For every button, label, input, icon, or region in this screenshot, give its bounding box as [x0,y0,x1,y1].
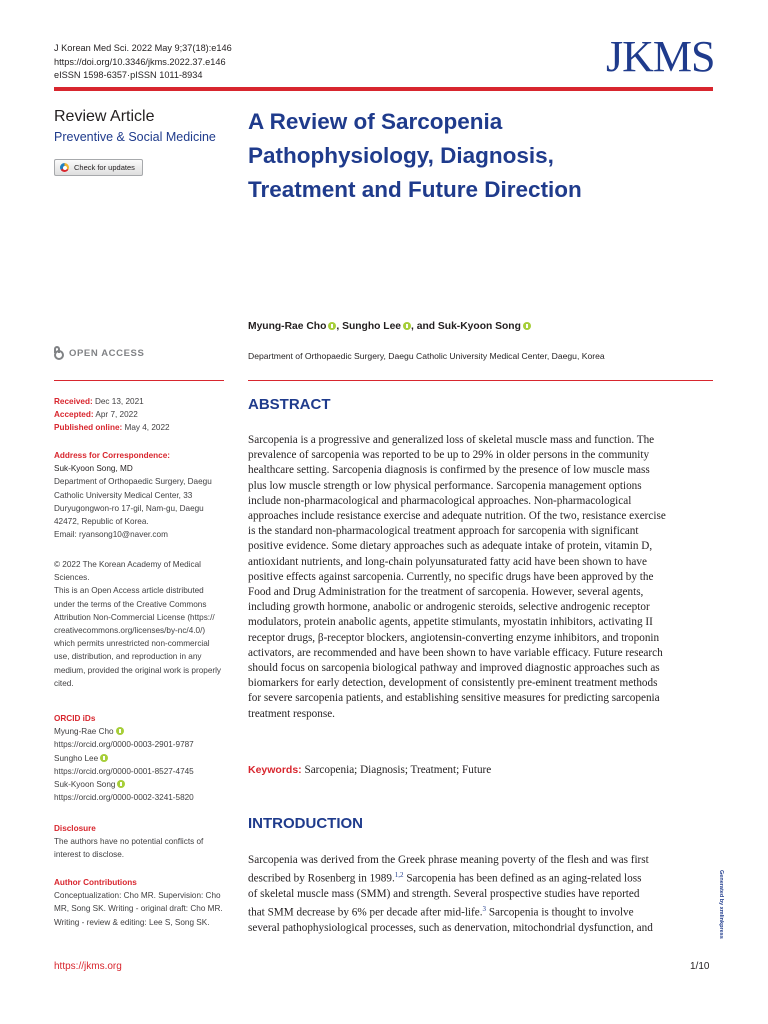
orcid-link[interactable]: https://orcid.org/0000-0001-8527-4745 [54,766,194,776]
contributions-line: Writing - review & editing: Lee S, Song SK. [54,917,210,927]
correspondence-block [54,449,230,541]
logo-text: JKMS [606,32,715,81]
copyright-line: use, distribution, and reproduction in any [54,652,202,662]
date-accepted: Accepted: Apr 7, 2022 [54,410,138,420]
correspondence-heading: Address for Correspondence: [54,451,171,460]
header-rule [54,87,713,91]
abstract-line: should focus on sarcopenia biological pathway and improved diagnostic approaches such as [248,662,660,675]
correspondence-name: Suk-Kyoon Song, MD [54,464,133,474]
open-lock-icon [54,346,64,360]
abstract-line: is the standard non-pharmacological treatment approach for sarcopenia with significant [248,525,639,538]
intro-line: of skeletal muscle mass (SMM) and strength. Several prospective studies have reported [248,888,640,901]
copyright-line: cited. [54,678,74,688]
intro-line: described by Rosenberg in 1989.$^{1,2}$ Sarcopenia has been defined as an aging-related loss [248,871,642,885]
citation-line: J Korean Med Sci. 2022 May 9;37(18):e146 [54,43,232,53]
intro-line: Sarcopenia was derived from the Greek phrase meaning poverty of the flesh and was first [248,854,649,866]
abstract-heading: ABSTRACT [248,396,331,413]
abstract-line: for severe sarcopenia patients, and establishing sensitive measures for predicting sarcopenia [248,692,660,705]
affiliation: Department of Orthopaedic Surgery, Daegu Catholic University Medical Center, Daegu, Korea [248,351,605,361]
orcid-icon [116,727,124,735]
page-number: 1/10 [690,961,710,972]
abstract-line: including growth hormone, anabolic or androgenic steroids, selective androgenic receptor [248,601,650,614]
author-name[interactable]: Sungho Lee [342,321,402,332]
copyright-line: Sciences. [54,573,90,583]
keywords-line [248,764,491,776]
citation-block [54,42,232,83]
author-separator: , and [411,321,438,332]
abstract-line: positive effects against sarcopenia. Currently, no specific drugs have been approved by the [248,570,654,583]
title-line: A Review of Sarcopenia [248,109,503,134]
abstract-line: Food and Drug Administration for the treatment of sarcopenia. However, several agents, [248,586,644,599]
keywords-list: Sarcopenia; Diagnosis; Treatment; Future [304,764,492,776]
reference-link[interactable]: 3 [482,905,487,914]
author-name[interactable]: Suk-Kyoon Song [437,321,521,332]
contributions-line: MR, Song SK. Writing - original draft: Cho MR. [54,904,223,914]
address-line: 42472, Republic of Korea. [54,517,149,527]
crossmark-icon [60,163,69,172]
abstract-line: prevalence of sarcopenia was reported to be up to 29% in older persons in the community [248,449,650,462]
journal-logo[interactable] [606,33,715,81]
doi-link[interactable]: https://doi.org/10.3346/jkms.2022.37.e146 [54,56,226,67]
intro-line: that SMM decrease by 6% per decade after mid-life.$^3$ Sarcopenia is thought to involve [248,905,634,920]
copyright-line: Attribution Non-Commercial License (https:// [54,612,215,622]
abstract-line: activators, are recommended and have been shown to have variable efficacy. Future research [248,646,663,659]
orcid-author-name: Sungho Lee [54,753,99,763]
abstract-line: modulators, protein anabolic agents, appetite stimulants, myostatin inhibitors, activating II [248,616,653,629]
abstract-body [248,433,714,722]
address-line: Duryugongwon-ro 17-gil, Nam-gu, Daegu [54,503,204,513]
copyright-line: medium, provided the original work is properly [54,665,222,675]
copyright-line: which permits unrestricted non-commercial [54,639,210,649]
abstract-line: antioxidant nutrients, and long-chain polyunsaturated fatty acid have been shown to have [248,555,647,568]
license-link[interactable]: creativecommons.org/licenses/by-nc/4.0/) [54,626,206,636]
author-name[interactable]: Myung-Rae Cho [248,321,327,332]
abstract-line: positive evidence. Some dietary approaches such as adequate intake of protein, vitamin D, [248,540,653,553]
orcid-link[interactable]: https://orcid.org/0000-0003-2901-9787 [54,740,194,750]
abstract-line: approaches include resistance exercise and adequate nutrition. Of the two, resistance exercise [248,510,666,523]
copyright-block [54,558,230,690]
copyright-line: under the terms of the Creative Commons [54,599,207,609]
orcid-icon [117,780,125,788]
title-line: Pathophysiology, Diagnosis, [248,143,554,168]
article-type: Review Article [54,108,155,125]
open-access-label [54,346,144,360]
abstract-line: healthcare setting. Sarcopenia diagnosis is confirmed by the presence of low muscle mass [248,464,650,477]
keywords-label: Keywords: [248,764,302,776]
introduction-heading: INTRODUCTION [248,815,363,832]
check-for-updates-button[interactable] [54,159,143,176]
orcid-heading: ORCID iDs [54,714,96,723]
disclosure-heading: Disclosure [54,824,96,833]
open-access-text: OPEN ACCESS [69,347,145,359]
author-separator: , [336,321,343,332]
section-name: Preventive & Social Medicine [54,130,216,144]
orcid-icon [100,754,108,762]
abstract-line: receptor drugs, β-receptor blockers, angiotensin-converting enzyme inhibitors, and troponin [248,631,660,644]
abstract-line: include non-pharmacological and pharmacological approaches. Non-pharmacological [248,494,632,507]
abstract-line: biomarkers for early detection, development of consistently pre-eminent treatment methods [248,677,658,690]
reference-link[interactable]: 1,2 [394,871,404,880]
author-list [248,321,531,332]
orcid-link[interactable]: https://orcid.org/0000-0002-3241-5820 [54,793,194,803]
correspondence-email[interactable]: Email: ryansong10@naver.com [54,530,168,540]
contributions-line: Conceptualization: Cho MR. Supervision: Cho [54,891,221,901]
orcid-icon[interactable] [523,322,531,330]
orcid-author-name: Suk-Kyoon Song [54,780,116,790]
title-line: Treatment and Future Direction [248,177,582,202]
sidebar-divider [54,380,224,381]
dates-block [54,395,230,435]
journal-url-link[interactable]: https://jkms.org [54,961,122,972]
article-title [248,105,708,207]
abstract-line: Sarcopenia is a progressive and generalized loss of skeletal muscle mass and function. The [248,434,655,446]
copyright-line: This is an Open Access article distributed [54,586,204,596]
orcid-author-name: Myung-Rae Cho [54,727,114,737]
intro-line: several pathophysiological processes, such as denervation, mitochondrial dysfunction, and [248,922,653,935]
introduction-body [248,853,714,936]
abstract-line: plus low muscle strength or low physical performance. Sarcopenia management options [248,479,642,492]
generator-note: Generated by xmlinkpress [718,870,724,939]
orcid-icon[interactable] [403,322,411,330]
orcid-block [54,712,230,804]
contributions-heading: Author Contributions [54,878,137,887]
abstract-line: treatment response. [248,707,335,720]
copyright-line: © 2022 The Korean Academy of Medical [54,560,201,569]
contributions-block [54,876,230,929]
check-updates-label: Check for updates [74,163,135,172]
address-line: Department of Orthopaedic Surgery, Daegu [54,477,212,487]
disclosure-line: interest to disclose. [54,850,125,860]
date-published: Published online: May 4, 2022 [54,423,170,433]
date-received: Received: Dec 13, 2021 [54,397,144,406]
disclosure-line: The authors have no potential conflicts of [54,837,204,847]
issn-line: eISSN 1598-6357·pISSN 1011-8934 [54,70,203,80]
address-line: Catholic University Medical Center, 33 [54,490,193,500]
disclosure-block [54,822,230,862]
main-divider [248,380,713,381]
